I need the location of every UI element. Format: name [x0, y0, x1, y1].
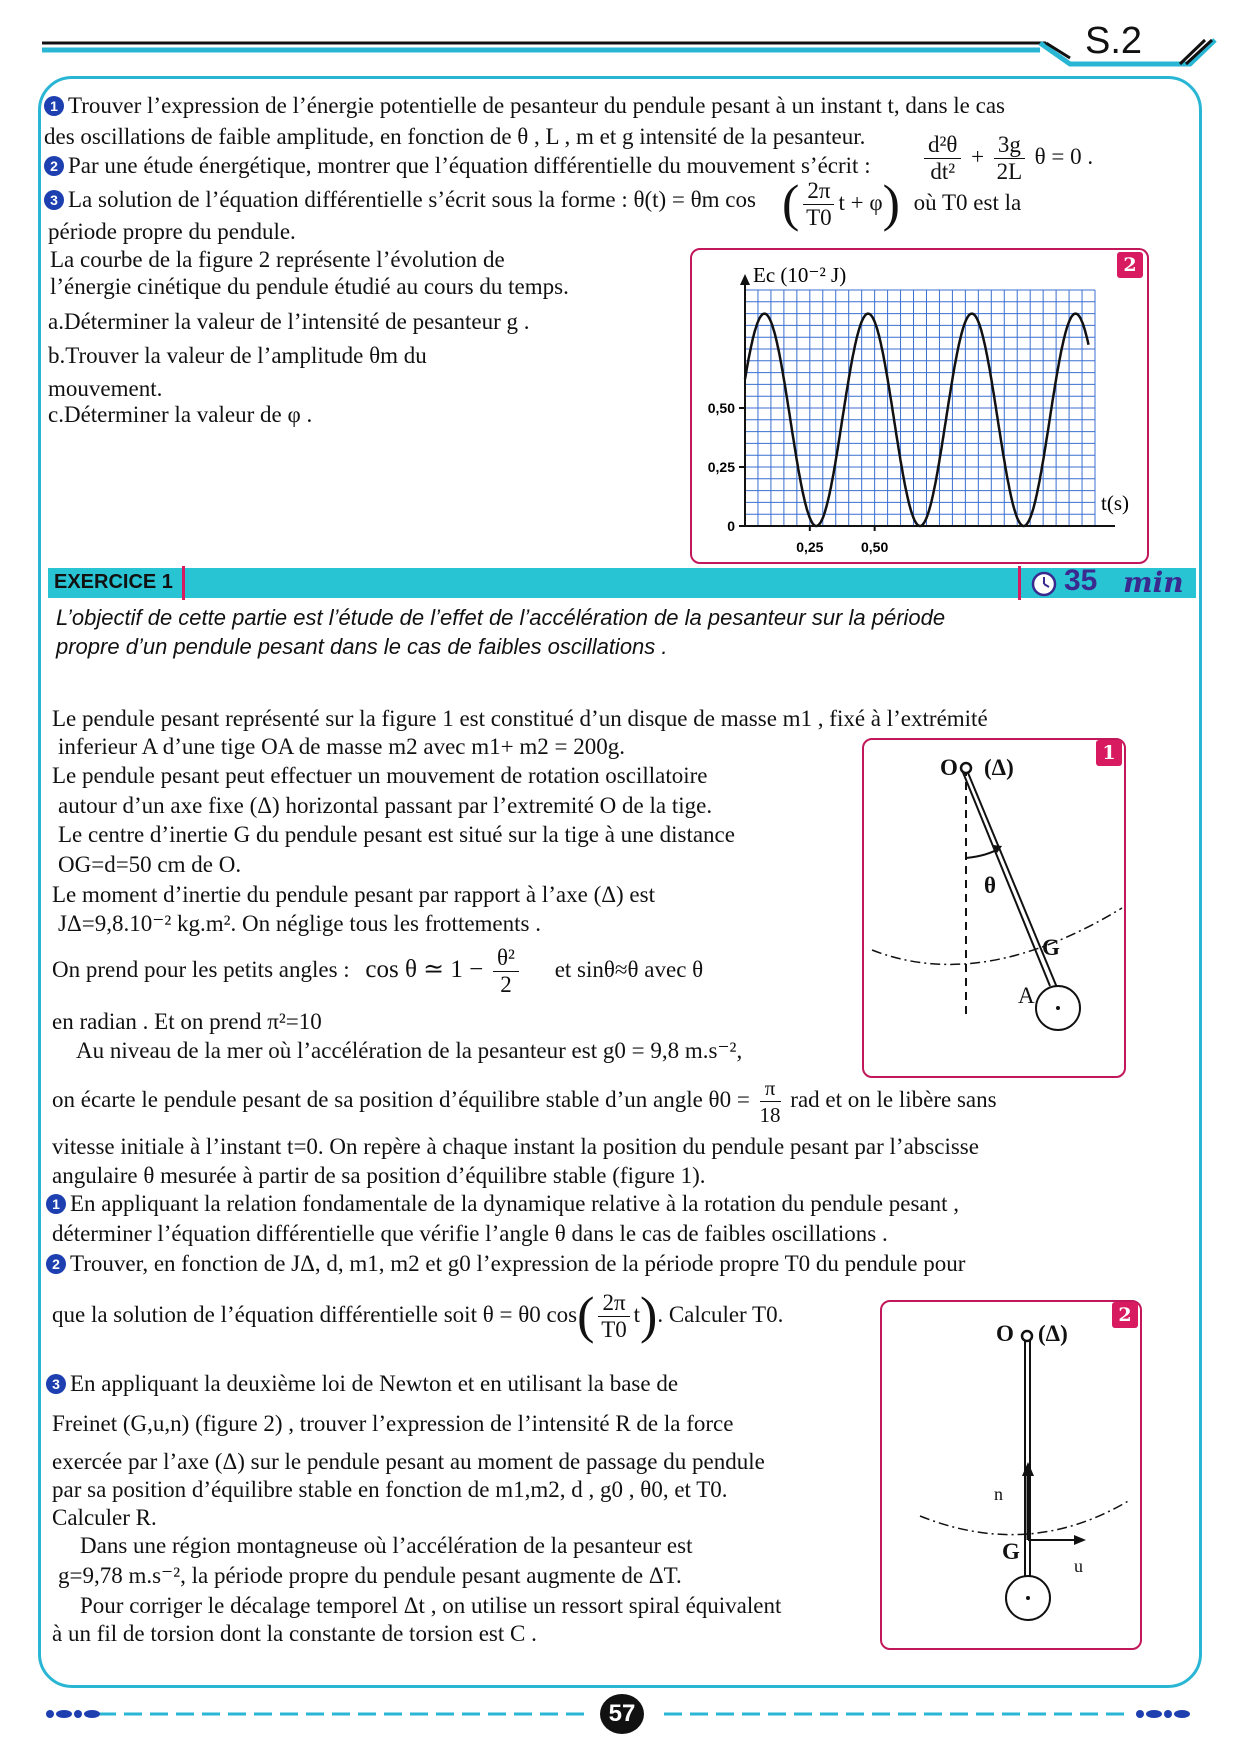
body-q3d: par sa position d’équilibre stable en fonction de m1,m2, d , g0 , θ0, et T0. — [52, 1477, 728, 1502]
exercise-title-divider — [182, 566, 185, 600]
y-tick-label: 0,25 — [707, 459, 735, 475]
body-p10: en radian . Et on prend π²=10 — [52, 1009, 322, 1034]
body-q3c: exercée par l’axe (Δ) sur le pendule pesant au moment de passage du pendule — [52, 1449, 765, 1474]
figure-1-drawing — [862, 738, 1124, 1076]
bullet-1: 1 — [44, 96, 64, 116]
intro-line1: La courbe de la figure 2 représente l’évolution de — [50, 247, 505, 272]
body-q3e: Calculer R. — [52, 1505, 157, 1530]
question-c: c.Déterminer la valeur de φ . — [48, 402, 313, 427]
body-p4: autour d’un axe fixe (Δ) horizontal passant par l’extremité O de la tige. — [58, 793, 713, 818]
fig1-label-axis: (Δ) — [984, 755, 1014, 780]
question-a: a.Déterminer la valeur de l’intensité de pesanteur g . — [48, 309, 530, 334]
y-tick-label: 0,50 — [707, 400, 735, 416]
q3-line: 3 La solution de l’équation différentielle s’écrit sous la forme : θ(t) = θm cos — [44, 186, 756, 214]
body-p11: Au niveau de la mer où l’accélération de la pesanteur est g0 = 9,8 m.s⁻², — [76, 1038, 743, 1063]
body-p18: à un fil de torsion dont la constante de torsion est C . — [52, 1621, 537, 1646]
y-axis-label: Ec (10⁻² J) — [753, 263, 847, 287]
body-p3: Le pendule pesant peut effectuer un mouvement de rotation oscillatoire — [52, 763, 708, 788]
body-p13: vitesse initiale à l’instant t=0. On repère à chaque instant la position du pendule pesant par l’abscisse — [52, 1134, 979, 1159]
fig1-label-G: G — [1042, 935, 1060, 960]
fig1-label-theta: θ — [984, 873, 997, 898]
figure-2-badge: 2 — [1117, 252, 1143, 278]
fig2-label-axis: (Δ) — [1038, 1321, 1068, 1346]
body-q1b: déterminer l’équation différentielle que vérifie l’angle θ dans le cas de faibles oscillations . — [52, 1221, 888, 1246]
question-b1: b.Trouver la valeur de l’amplitude θm du — [48, 343, 427, 368]
body-p14: angulaire θ mesurée à partir de sa position d’équilibre stable (figure 1). — [52, 1163, 706, 1188]
fig2-label-n: n — [994, 1484, 1003, 1504]
objective-line1: L’objectif de cette partie est l’étude de l’effet de l’accélération de la pesanteur sur la période — [56, 605, 946, 630]
duration-unit: min — [1123, 566, 1184, 599]
y-tick-label: 0 — [727, 518, 735, 534]
objective-line2: propre d’un pendule pesant dans le cas de faibles oscillations . — [56, 634, 668, 659]
x-tick-label: 0,50 — [861, 539, 889, 555]
body-p6: OG=d=50 cm de O. — [58, 852, 242, 877]
q2-line: 2 Par une étude énergétique, montrer que l’équation différentielle du mouvement s’écrit : — [44, 152, 871, 180]
question-b2: mouvement. — [48, 376, 163, 401]
page-number: 57 — [608, 1700, 636, 1727]
body-p5: Le centre d’inertie G du pendule pesant est situé sur la tige à une distance — [58, 822, 735, 847]
clock-icon — [1030, 570, 1058, 598]
body-p16: g=9,78 m.s⁻², la période propre du pendule pesant augmente de ΔT. — [58, 1563, 682, 1588]
duration-value: 35 — [1064, 564, 1098, 597]
bullet-b1: 1 — [46, 1194, 66, 1214]
body-p2: inferieur A d’une tige OA de masse m2 avec m1+ m2 = 200g. — [58, 734, 625, 759]
header-band — [0, 0, 1240, 80]
q1-line2: des oscillations de faible amplitude, en fonction de θ , L , m et g intensité de la pesanteur. — [44, 124, 866, 149]
q3-line2: période propre du pendule. — [48, 219, 296, 244]
body-p1: Le pendule pesant représenté sur la figure 1 est constitué d’un disque de masse m1 , fixé à l’extrémité — [52, 706, 988, 731]
q2-equation: $\frac{\text{d²θ}}{\text{dt²}}$ + $\frac{3g}{2L}$ θ = 0 . — [920, 132, 1093, 185]
figure-2b-badge: 2 — [1112, 1302, 1138, 1328]
exercise-bar — [48, 568, 1196, 598]
bullet-2: 2 — [44, 156, 64, 176]
x-axis-label: t(s) — [1101, 491, 1129, 515]
figure-2-drawing — [880, 1300, 1140, 1648]
fig1-label-O: O — [940, 755, 958, 780]
body-p8: JΔ=9,8.10⁻² kg.m². On néglige tous les frottements . — [58, 911, 541, 936]
x-tick-label: 0,25 — [796, 539, 824, 555]
intro-line2: l’énergie cinétique du pendule étudié au cours du temps. — [50, 274, 569, 299]
body-q3a: 3 En appliquant la deuxième loi de Newton et en utilisant la base de — [46, 1370, 678, 1398]
fig1-label-A: A — [1018, 983, 1035, 1008]
exercise-title: EXERCICE 1 — [54, 571, 173, 593]
small-angle-line: On prend pour les petits angles : cos θ ≃ 1 − $\frac{\text{θ²}}{2}$ et sinθ≈θ avec θ — [52, 945, 704, 997]
q1-line1: 1 Trouver l’expression de l’énergie potentielle de pesanteur du pendule pesant à un instant t, dans le cas — [44, 92, 1005, 120]
bullet-b3: 3 — [46, 1374, 66, 1394]
body-p17: Pour corriger le décalage temporel Δt , on utilise un ressort spiral équivalent — [80, 1593, 782, 1618]
body-p15: Dans une région montagneuse où l’accélération de la pesanteur est — [80, 1533, 693, 1558]
initial-angle-line: on écarte le pendule pesant de sa position d’équilibre stable d’un angle θ0 = $\frac{\pi}{18}$ rad et on le libère sans — [52, 1076, 997, 1127]
body-q1a: 1 En appliquant la relation fondamentale de la dynamique relative à la rotation du pendule pesant , — [46, 1190, 959, 1218]
fig2-label-u: u — [1074, 1556, 1083, 1576]
bullet-b2: 2 — [46, 1254, 66, 1274]
fig2-label-G: G — [1002, 1539, 1020, 1564]
y-axis-arrow — [740, 274, 750, 285]
energy-chart — [690, 248, 1145, 560]
page-code: S.2 — [1085, 20, 1143, 62]
body-q2b: que la solution de l’équation différentielle soit θ = θ0 cos( $\frac{2\pi}{T0}$ t). Calculer T0. — [52, 1287, 784, 1345]
body-p7: Le moment d’inertie du pendule pesant par rapport à l’axe (Δ) est — [52, 882, 655, 907]
body-q2a: 2 Trouver, en fonction de JΔ, d, m1, m2 et g0 l’expression de la période propre T0 du pendule pour — [46, 1250, 965, 1278]
duration-box — [1018, 566, 1021, 600]
figure-1-badge: 1 — [1096, 740, 1122, 766]
q3-equation: ( $\frac{2\pi}{T0}$ t + φ) où T0 est la — [782, 175, 1022, 233]
body-q3b: Freinet (G,u,n) (figure 2) , trouver l’expression de l’intensité R de la force — [52, 1411, 734, 1436]
bullet-3: 3 — [44, 190, 64, 210]
fig2-label-O: O — [996, 1321, 1014, 1346]
